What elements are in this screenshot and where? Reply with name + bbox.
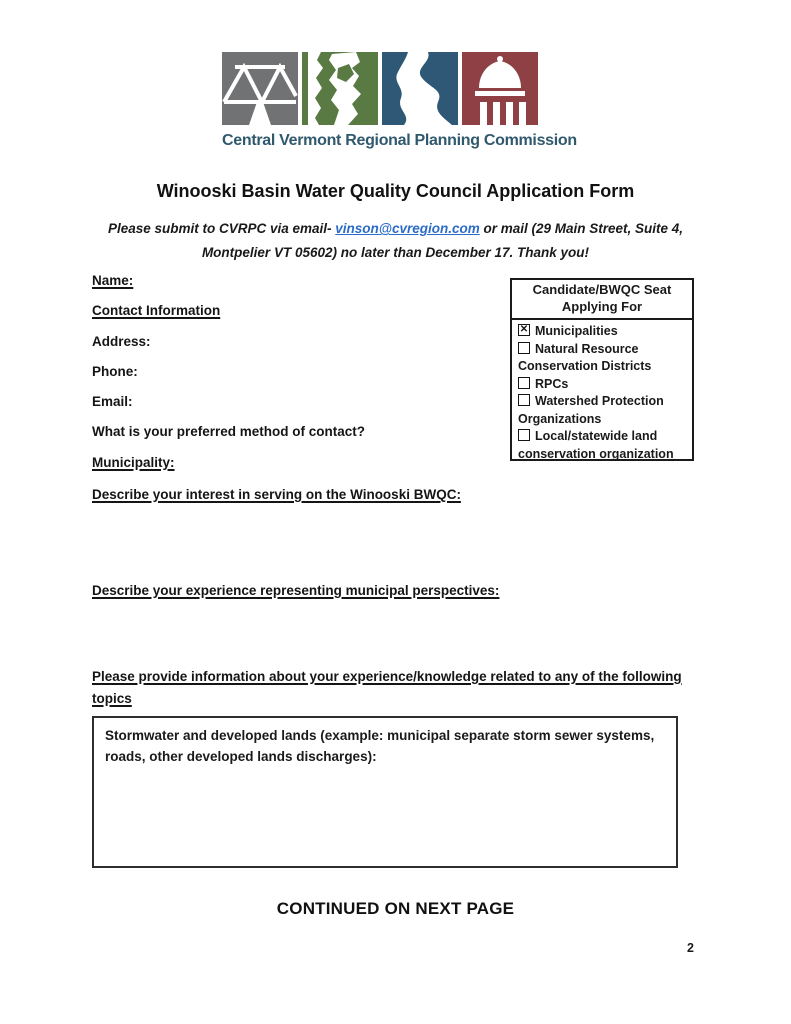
field-address-label: Address: [92, 334, 151, 349]
seat-option-label: Local/statewide land conservation organization [518, 429, 674, 461]
seat-option-municipalities [518, 323, 687, 341]
question-topics-intro: Please provide information about your experience/knowledge related to any of the following topics [92, 669, 682, 706]
vermont-state-icon [302, 52, 378, 125]
seat-option-natural-resource [518, 341, 687, 376]
seat-option-watershed [518, 393, 687, 428]
capitol-dome-icon [462, 52, 538, 125]
checkbox-empty-icon[interactable] [518, 394, 530, 406]
intro-text-after-link: or mail (29 Main Street, Suite 4, [479, 221, 684, 236]
checkbox-checked-icon[interactable] [518, 324, 530, 336]
field-contact-information-label: Contact Information [92, 303, 221, 318]
page-number: 2 [687, 941, 694, 955]
page-title: Winooski Basin Water Quality Council Application Form [156, 181, 635, 201]
logo-text: Central Vermont Regional Planning Commission [222, 132, 577, 149]
intro-text-before-link: Please submit to CVRPC via email- [107, 221, 336, 236]
seat-option-label: Natural Resource Conservation Districts [518, 341, 652, 373]
cvrpc-logo [222, 52, 577, 150]
email-link[interactable]: vinson@cvregion.com [335, 221, 480, 236]
seat-box-header-line-2: Applying For [561, 298, 643, 314]
question-interest: Describe your interest in serving on the Winooski BWQC: [92, 487, 461, 502]
seat-selection-box [510, 278, 694, 461]
seat-options-list [512, 320, 692, 463]
seat-option-land-conservation [518, 428, 687, 463]
submission-line-2: Montpelier VT 05602) no later than December 17. Thank you! [201, 245, 590, 260]
checkbox-empty-icon[interactable] [518, 342, 530, 354]
continued-note: CONTINUED ON NEXT PAGE [276, 899, 515, 918]
field-name-label: Name: [92, 273, 134, 288]
seat-option-label: Municipalities [535, 324, 618, 338]
field-email-label: Email: [92, 394, 133, 409]
bridge-icon [222, 52, 298, 125]
stormwater-topic-box[interactable] [92, 716, 678, 868]
field-municipality-label: Municipality: [92, 455, 175, 470]
field-phone-label: Phone: [92, 364, 138, 379]
checkbox-empty-icon[interactable] [518, 429, 530, 441]
seat-box-header-line-1: Candidate/BWQC Seat [532, 282, 672, 297]
seat-option-label: RPCs [535, 376, 569, 391]
checkbox-empty-icon[interactable] [518, 377, 530, 389]
logo-tiles [222, 52, 540, 125]
field-preferred-contact-label: What is your preferred method of contact? [92, 424, 366, 439]
seat-option-rpcs [518, 376, 687, 394]
seat-box-header [512, 280, 692, 320]
submission-line-1 [0, 217, 791, 241]
river-icon [382, 52, 458, 125]
question-experience: Describe your experience representing municipal perspectives: [92, 583, 500, 598]
submission-instructions [0, 217, 791, 265]
seat-option-label: Watershed Protection Organizations [518, 394, 664, 426]
stormwater-topic-label: Stormwater and developed lands (example: municipal separate storm sewer systems, roads, other developed lands discharges): [105, 728, 655, 764]
